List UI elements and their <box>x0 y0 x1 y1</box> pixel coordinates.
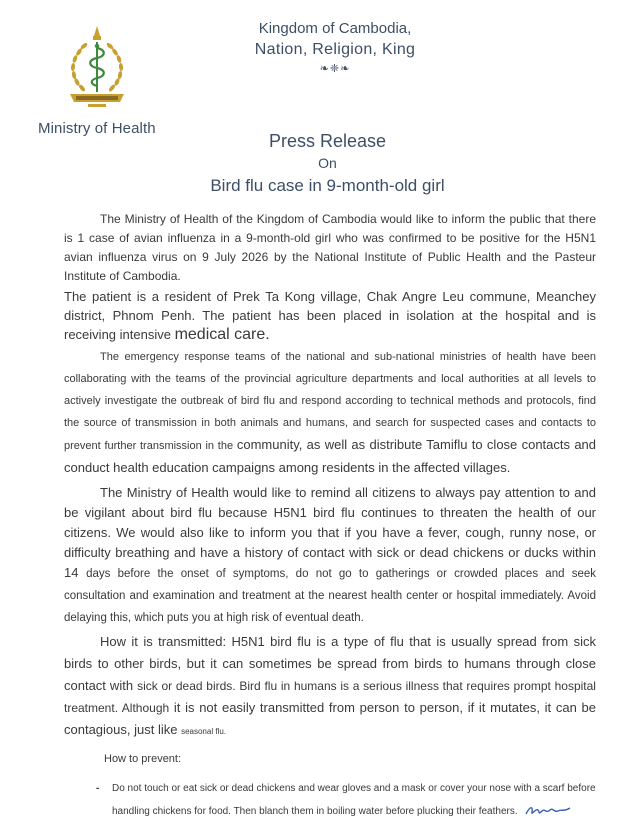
paragraph-reminder <box>64 483 596 629</box>
press-release-subject: Bird flu case in 9-month-old girl <box>210 176 445 195</box>
signature-icon <box>524 804 572 818</box>
paragraph-emergency-response-text: The emergency response teams of the national and sub-national ministries of health have been collaborating with the teams of the provincial agriculture departments and local authorities at all levels to actively investigate the outbreak of bird flu and respond according to technical methods and protocols, find the source of transmission in both animals and humans, and search for suspected cases and contacts to prevent further transmission in the <box>64 351 596 452</box>
bullet-dash-icon: - <box>96 783 100 794</box>
press-release-title: Press Release <box>268 131 387 151</box>
paragraph-patient-residence-tail: medical care. <box>174 326 270 343</box>
prevention-bullet-item <box>96 777 596 823</box>
kingdom-line2: Nation, Religion, King <box>254 41 416 58</box>
paragraph-transmission <box>64 631 596 743</box>
ministry-name: Ministry of Health <box>38 120 156 137</box>
paragraph-patient-residence-text: The patient is a resident of Prek Ta Kong village, Chak Angre Leu commune, Meanchey district, Phnom Penh. The patient has been placed in isolation at the hospital and is receiving intensive <box>64 289 596 342</box>
paragraph-transmission-end: it is not easily transmitted from person to person, if it mutates, it can be contagious, just like <box>64 700 596 737</box>
paragraph-reminder-text: The Ministry of Health would like to remind all citizens to always pay attention to and be vigilant about bird flu because H5N1 bird flu continues to threaten the health of our citizens. We would also like to inform you that if you have a fever, cough, runny nose, or difficulty breathing and have a history of contact with sick or dead chickens or ducks within 14 <box>64 485 596 580</box>
press-release-body <box>64 210 596 823</box>
paragraph-reminder-tail: days before the onset of symptoms, do not go to gatherings or crowded places and seek consultation and examination and treatment at the nearest health center or hospital immediately. Avoid delaying this, which puts you at high risk of eventual death. <box>64 568 596 624</box>
paragraph-transmission-mid: sick or dead birds. Bird flu in humans is a serious illness that requires prompt hospital treatment. Although <box>64 679 596 715</box>
paragraph-emergency-response <box>64 346 596 480</box>
paragraph-announcement: The Ministry of Health of the Kingdom of Cambodia would like to inform the public that there is 1 case of avian influenza in a 9-month-old girl who was confirmed to be positive for the H5N1 avian influenza virus on 9 July 2026 by the National Institute of Public Health and the Pasteur Institute of Cambodia. <box>64 212 596 283</box>
paragraph-patient-residence <box>64 287 596 344</box>
kingdom-motto <box>250 20 420 75</box>
prevention-heading: How to prevent: <box>104 753 182 765</box>
paragraph-transmission-text: How it is transmitted: H5N1 bird flu is a type of flu that is usually spread from sick birds to other birds, but it can sometimes be spread from birds to humans through close contact with <box>64 634 596 693</box>
paragraph-transmission-seasonal: seasonal flu. <box>181 727 226 736</box>
prevention-bullet-text: Do not touch or eat sick or dead chickens and wear gloves and a mask or cover your nose with a scarf before handling chickens for food. Then blanch them in boiling water before plucking their feathers. <box>112 783 596 817</box>
ministry-of-health-logo-icon <box>62 24 132 120</box>
press-release-on: On <box>318 155 337 171</box>
ornament-icon: ❧❈❧ <box>319 63 351 75</box>
paragraph-emergency-response-tail: community, as well as distribute Tamiflu to close contacts and conduct health education campaigns among residents in the affected villages. <box>64 437 597 475</box>
kingdom-line1: Kingdom of Cambodia, <box>258 20 412 37</box>
